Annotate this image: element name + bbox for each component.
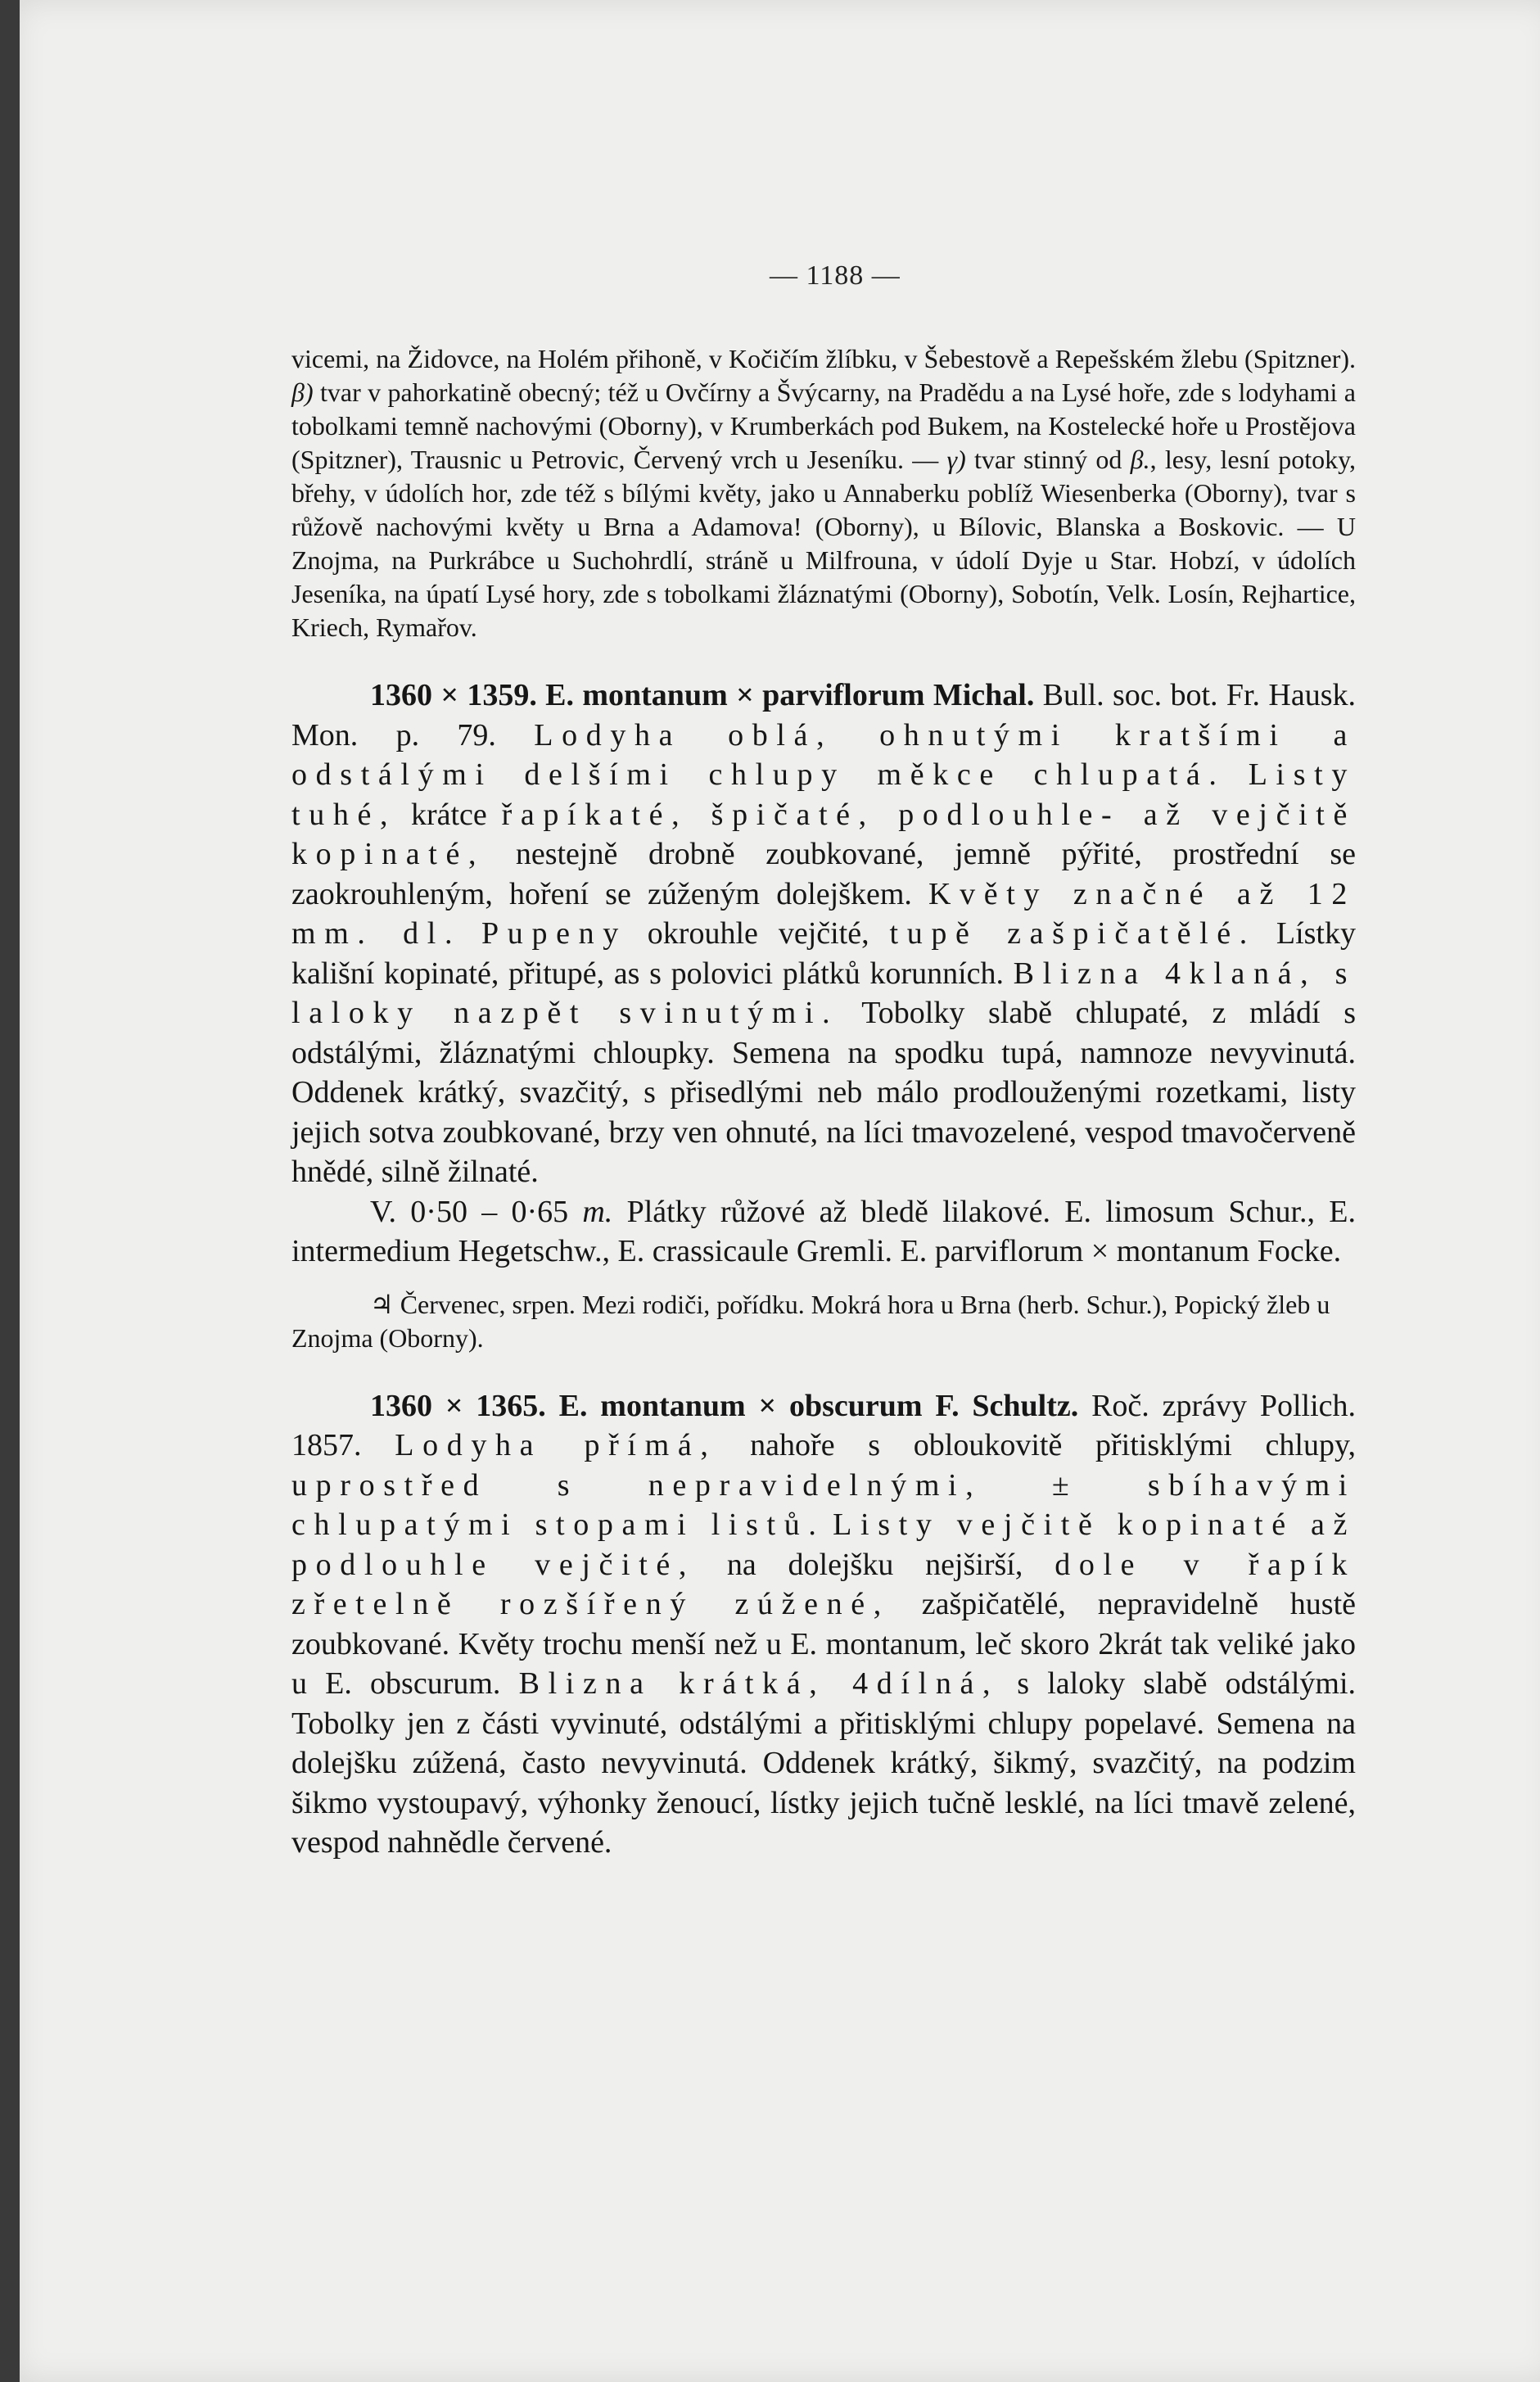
continuation-text-1: vicemi, na Židovce, na Holém přihoně, v Kočičím žlíbku, v Šebestově a Repešském žlebu (Spitzner). bbox=[291, 344, 1356, 373]
continuation-paragraph bbox=[291, 342, 1356, 644]
entry1-size-text: V. 0·50 – 0·65 bbox=[370, 1194, 583, 1229]
entry1-heading: 1360 × 1359. E. montanum × parviflorum Michal. bbox=[370, 678, 1035, 712]
entry1-description bbox=[291, 676, 1356, 1192]
continuation-text-4: , lesy, lesní potoky, břehy, v údolích hor, zde též s bílými květy, jako u Annaberku poblíž Wiesenberka (Oborny), tvar s růžově nachovými květy u Brna a Adamova! (Oborny), u Bílovic, Blanska a Boskovic. — U Znojma, na Purkrábce u Suchohrdlí, stráně u Milfrouna, v údolí Dyje u Star. Hobzí, v údolích Jeseníka, na úpatí Lysé hory, zde s tobolkami žláznatými (Oborny), Sobotín, Velk. Losín, Rejhartice, Kriech, Rymařov. bbox=[291, 445, 1357, 642]
beta-marker: β) bbox=[291, 377, 314, 407]
entry1-size-unit: m. bbox=[582, 1194, 613, 1229]
entry1-buds-tip: tupě zašpičatělé. bbox=[889, 916, 1256, 951]
entry2-stigma-text: Blizna krátká, 4dílná, bbox=[518, 1666, 1000, 1701]
entry1-leaves-label: Listy tuhé, bbox=[291, 757, 1357, 832]
entry2-stem-text: nahoře s obloukovitě přitisklými chlupy, bbox=[716, 1428, 1356, 1462]
entry2-stem-middle: uprostřed s nepravidelnými, ± sbíhavými chlupatými stopami listů. bbox=[291, 1467, 1356, 1542]
entry2-capsule-text: s laloky slabě odstálými. Tobolky jen z části vyvinuté, odstálými a přitisklými chlupy popelavé. Semena na dolejšku zúžená, často nevyvinutá. Oddenek krátký, šikmý, svazčitý, na podzim šikmo vystoupavý, výhonky ženoucí, lístky jejich tučně lesklé, na líci tmavě zelené, vespod nahnědle červené. bbox=[291, 1666, 1357, 1860]
entry2-leaves-label: Listy vejčitě kopinaté až podlouhle vejčité, bbox=[291, 1507, 1357, 1582]
entry1-sepals-text: Lístky kališní kopinaté, přitupé, as s polovici plátků korunních. bbox=[291, 916, 1356, 991]
entry1-stem-text: Lodyha oblá, ohnutými kratšími a odstálými delšími chlupy měkce chlupatá. bbox=[291, 717, 1357, 792]
entry-montanum-parviflorum bbox=[291, 676, 1356, 1355]
entry2-description bbox=[291, 1386, 1356, 1863]
entry2-leaves-rest: zašpičatělé, nepravidelně hustě zoubkované. Květy trochu menší než u E. montanum, leč skoro 2krát tak veliké jako u E. obscurum. bbox=[291, 1587, 1356, 1701]
entry2-stem-label: Lodyha přímá, bbox=[395, 1428, 717, 1462]
entry1-leaves-text-3: nestejně drobně zoubkované, jemně pýřité, prostřední se zaokrouhleným, hoření se zúženým dolejškem. bbox=[291, 837, 1356, 911]
perennial-symbol: ♃ bbox=[370, 1288, 394, 1320]
entry2-space bbox=[825, 1507, 833, 1542]
entry1-buds-label: Pupeny bbox=[481, 916, 627, 951]
text-block bbox=[291, 342, 1356, 1863]
entry-montanum-obscurum bbox=[291, 1386, 1356, 1863]
entry1-reference: Bull. soc. bot. Fr. Hausk. Mon. p. 79. bbox=[291, 678, 1357, 753]
entry1-size-paragraph bbox=[291, 1192, 1356, 1272]
entry1-capsule-text: Tobolky slabě chlupaté, z mládí s odstálými, žláznatými chloupky. Semena na spodku tupá, namnoze nevyvinutá. Oddenek krátký, svazčitý, s přisedlými neb málo prodlouženými rozetkami, listy jejich sotva zoubkované, brzy ven ohnuté, na líci tmavozelené, vespod tmavočerveně hnědé, silně žilnaté. bbox=[291, 996, 1356, 1189]
entry1-buds-text: okrouhle vejčité, bbox=[626, 916, 890, 951]
entry1-space-2 bbox=[461, 916, 481, 951]
entry1-space bbox=[1226, 757, 1249, 792]
beta-reference: β. bbox=[1130, 445, 1150, 474]
binding-edge bbox=[0, 0, 20, 2382]
entry1-flowers-text: Květy značné až 12 mm. dl. bbox=[291, 876, 1356, 951]
entry2-leaves-base: dole v řapík zřetelně rozšířený zúžené, bbox=[291, 1547, 1356, 1621]
entry2-heading: 1360 × 1365. E. montanum × obscurum F. Schultz. bbox=[370, 1388, 1079, 1423]
entry2-reference: Roč. zprávy Pollich. 1857. bbox=[291, 1388, 1356, 1462]
entry1-habitat-text: Červenec, srpen. Mezi rodiči, pořídku. Mokrá hora u Brna (herb. Schur.), Popický žleb u Znojma (Oborny). bbox=[291, 1289, 1330, 1353]
continuation-text-2: tvar v pahorkatině obecný; též u Ovčírny a Švýcarny, na Pradědu a na Lysé hoře, zde s lodyhami a tobolkami temně nachovými (Oborny), v Krumberkách pod Bukem, na Kostelecké hoře u Prostějova (Spitzner), Trausnic u Petrovic, Červený vrch u Jeseníku. — bbox=[291, 377, 1356, 474]
entry1-leaves-text-1: krátce bbox=[396, 797, 502, 832]
gamma-marker: γ) bbox=[946, 445, 966, 474]
continuation-text-3: tvar stinný od bbox=[965, 445, 1131, 474]
entry1-leaves-text-2: řapíkaté, špičaté, podlouhle- až vejčitě kopinaté, bbox=[291, 797, 1356, 871]
entry1-synonyms: Plátky růžové až bledě lilakové. E. limosum Schur., E. intermedium Hegetschw., E. crassicaule Gremli. E. parviflorum × montanum Focke. bbox=[291, 1194, 1356, 1268]
entry1-stigma-text: Blizna 4klaná, s laloky nazpět svinutými. bbox=[291, 956, 1356, 1030]
entry2-leaves-text: na dolejšku nejširší, bbox=[695, 1547, 1055, 1582]
page-number: — 1188 — bbox=[770, 260, 901, 291]
entry1-habitat-paragraph bbox=[291, 1288, 1356, 1355]
